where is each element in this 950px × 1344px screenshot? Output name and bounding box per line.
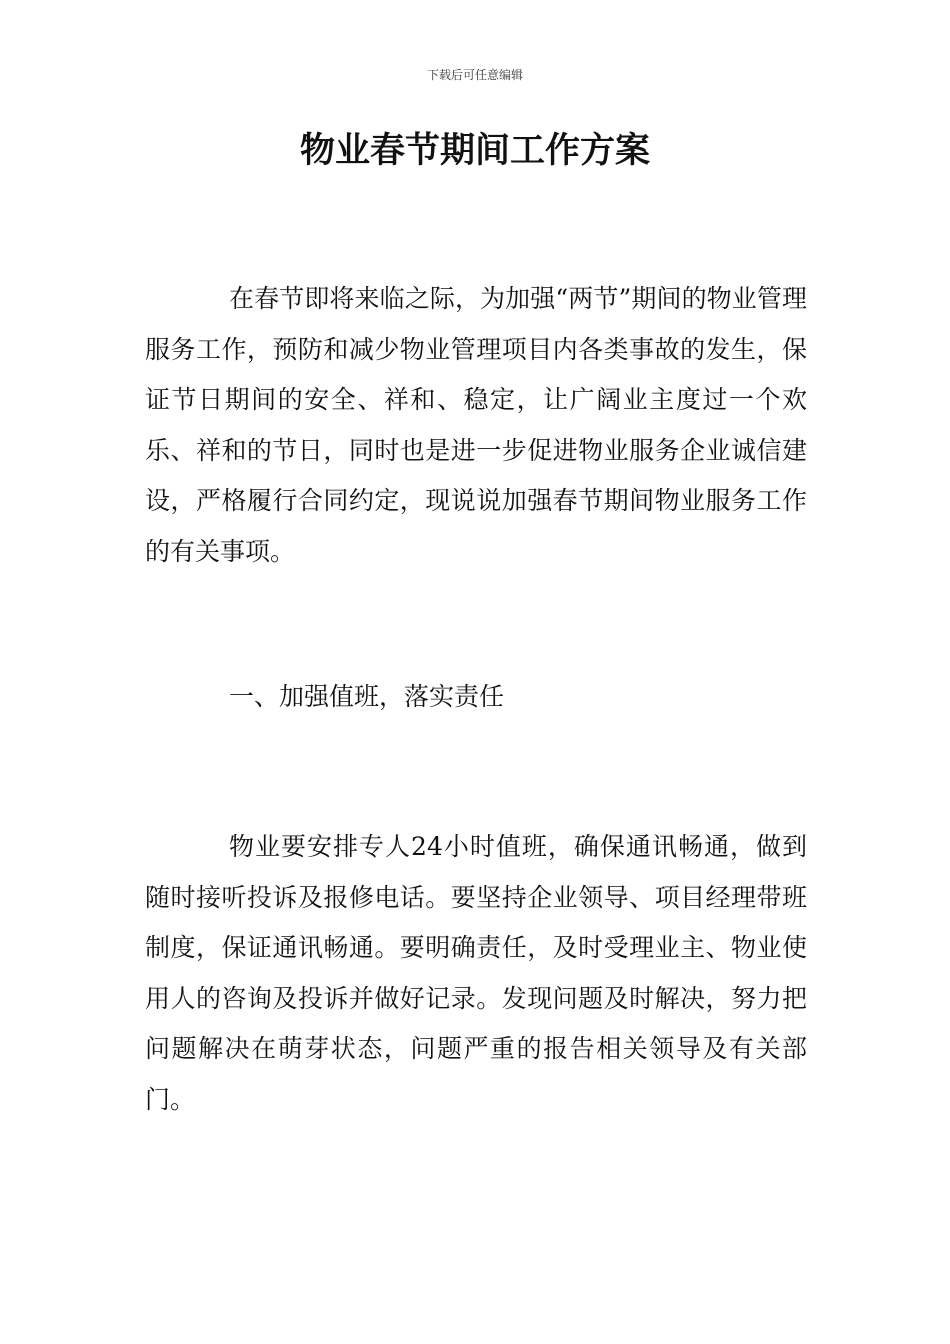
- document-title: 物业春节期间工作方案: [299, 131, 650, 171]
- page-header-note: 下载后可任意编辑: [426, 68, 523, 82]
- intro-paragraph: 在春节即将来临之际，为加强“两节”期间的物业管理服务工作，预防和减少物业管理项目内各类事故的发生，保证节日期间的安全、祥和、稳定，让广阔业主度过一个欢乐、祥和的节日，同时也是进一步促进物业服务企业诚信建设，严格履行合同约定，现说说加强春节期间物业服务工作的有关事项。: [145, 284, 807, 566]
- section-paragraph: 物业要安排专人24小时值班，确保通讯畅通，做到随时接听投诉及报修电话。要坚持企业领导、项目经理带班制度，保证通讯畅通。要明确责任，及时受理业主、物业使用人的咨询及投诉并做好记录。发现问题及时解决，努力把问题解决在萌芽状态，问题严重的报告相关领导及有关部门。: [145, 832, 807, 1114]
- section-heading: 一、加强值班，落实责任: [229, 682, 505, 711]
